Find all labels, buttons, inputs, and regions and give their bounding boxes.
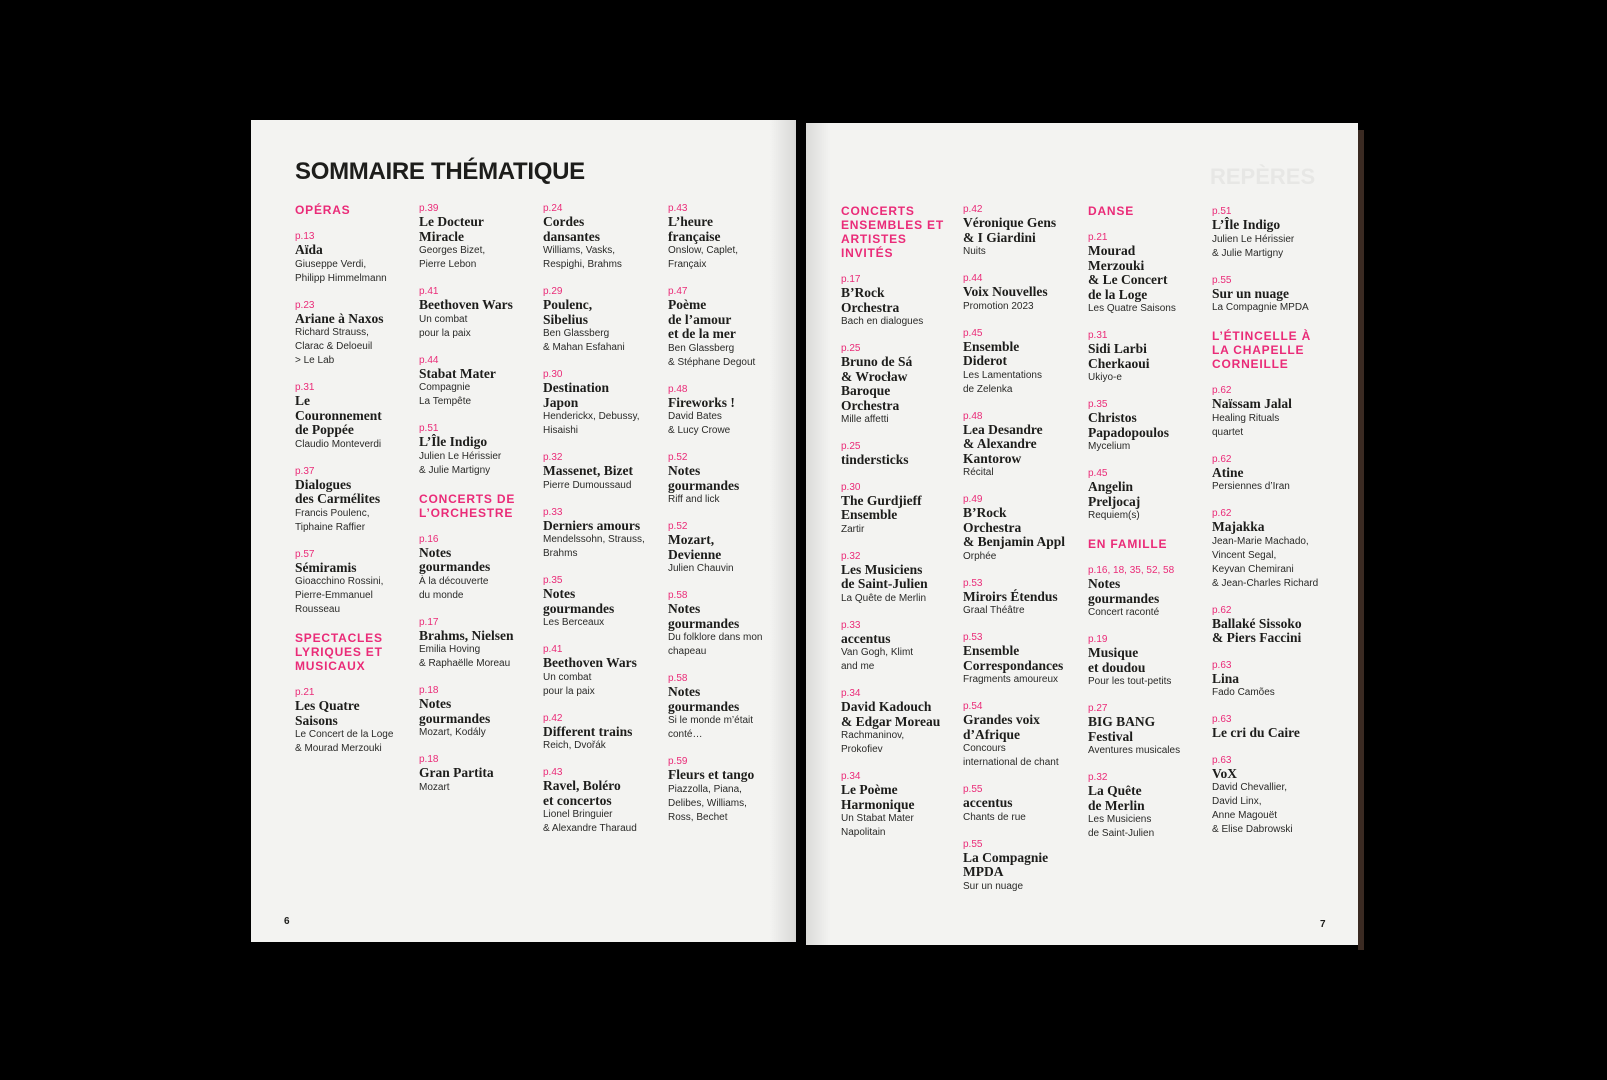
toc-entry bbox=[295, 382, 413, 452]
section-heading: EN FAMILLE bbox=[1088, 537, 1168, 551]
toc-entry bbox=[1088, 772, 1206, 841]
entry-page-ref: p.48 bbox=[963, 410, 983, 422]
entry-page-ref: p.48 bbox=[668, 383, 688, 395]
entry-subtitle: Concert raconté bbox=[1088, 607, 1160, 618]
section-heading: SPECTACLES LYRIQUES ET MUSICAUX bbox=[295, 631, 383, 673]
entry-title: Sidi Larbi Cherkaoui bbox=[1088, 341, 1150, 371]
entry-title: Poulenc, Sibelius bbox=[543, 297, 593, 327]
toc-entry bbox=[419, 423, 537, 478]
entry-title: Majakka bbox=[1212, 519, 1265, 534]
right-column-4 bbox=[1212, 206, 1330, 851]
entry-page-ref: p.47 bbox=[668, 286, 688, 297]
entry-subtitle: Promotion 2023 bbox=[963, 300, 1034, 312]
toc-entry bbox=[668, 384, 786, 439]
section-heading: CONCERTS ENSEMBLES ET ARTISTES INVITÉS bbox=[841, 204, 944, 260]
entry-subtitle: Mille affetti bbox=[841, 414, 889, 425]
entry-page-ref: p.32 bbox=[543, 452, 563, 463]
entry-subtitle: Georges Bizet, Pierre Lebon bbox=[419, 245, 486, 270]
toc-entry bbox=[543, 286, 661, 355]
entry-subtitle: Francis Poulenc, Tiphaine Raffier bbox=[295, 507, 370, 533]
toc-entry bbox=[543, 369, 661, 438]
entry-page-ref: p.41 bbox=[419, 286, 439, 297]
entry-title: Ravel, Boléro et concertos bbox=[543, 778, 621, 808]
entry-page-ref: p.21 bbox=[295, 687, 315, 698]
entry-title: Ariane à Naxos bbox=[295, 310, 384, 326]
entry-subtitle: Piazzolla, Piana, Delibes, Williams, Ross, Bechet bbox=[668, 783, 747, 823]
toc-entry bbox=[841, 343, 959, 427]
left-column-2 bbox=[419, 203, 537, 809]
entry-page-ref: p.13 bbox=[295, 231, 315, 242]
entry-subtitle: Claudio Monteverdi bbox=[295, 438, 382, 450]
entry-page-ref: p.18 bbox=[419, 754, 439, 765]
entry-page-ref: p.53 bbox=[963, 632, 983, 643]
toc-entry bbox=[295, 466, 413, 535]
entry-page-ref: p.35 bbox=[1088, 399, 1108, 410]
entry-subtitle: Requiem(s) bbox=[1088, 510, 1140, 521]
entry-title: L’Île Indigo bbox=[1212, 217, 1281, 232]
entry-title: Beethoven Wars bbox=[419, 297, 513, 312]
section-heading: CONCERTS DE L’ORCHESTRE bbox=[419, 491, 516, 520]
entry-title: Le Couronnement de Poppée bbox=[295, 393, 382, 437]
toc-entry bbox=[668, 590, 786, 659]
toc-entry bbox=[668, 286, 786, 370]
entry-title: Les Quatre Saisons bbox=[295, 698, 360, 728]
entry-title: Stabat Mater bbox=[419, 365, 496, 381]
toc-entry bbox=[1212, 508, 1330, 591]
entry-page-ref: p.63 bbox=[1212, 714, 1232, 725]
toc-entry bbox=[1088, 399, 1206, 454]
entry-subtitle: Riff and lick bbox=[668, 494, 720, 505]
entry-subtitle: Jean-Marie Machado, Vincent Segal, Keyvan Chemirani & Jean-Charles Richard bbox=[1212, 535, 1319, 589]
entry-subtitle: Julien Le Hérissier & Julie Martigny bbox=[419, 450, 502, 476]
entry-subtitle: Ben Glassberg & Stéphane Degout bbox=[668, 342, 756, 368]
book-edge bbox=[1358, 130, 1364, 950]
entry-subtitle: Un combat pour la paix bbox=[419, 313, 471, 339]
page-number-right: 7 bbox=[1320, 919, 1326, 930]
entry-title: Ensemble Diderot bbox=[963, 338, 1020, 368]
entry-title: Atine bbox=[1212, 464, 1244, 480]
toc-entry bbox=[419, 534, 537, 603]
entry-subtitle: Healing Rituals quartet bbox=[1212, 412, 1280, 438]
entry-title: Ensemble Correspondances bbox=[963, 643, 1064, 673]
toc-entry bbox=[1212, 605, 1330, 646]
toc-entry bbox=[668, 756, 786, 825]
toc-entry bbox=[543, 507, 661, 562]
entry-title: Derniers amours bbox=[543, 517, 641, 533]
entry-page-ref: p.63 bbox=[1212, 754, 1232, 766]
entry-title: Mozart, Devienne bbox=[668, 532, 722, 562]
entry-page-ref: p.34 bbox=[841, 771, 861, 782]
toc-entry bbox=[1212, 755, 1330, 838]
toc-entry bbox=[963, 411, 1081, 481]
entry-page-ref: p.58 bbox=[668, 673, 688, 684]
entry-title: L’Île Indigo bbox=[419, 434, 488, 449]
entry-title: Notes gourmandes bbox=[1088, 576, 1160, 606]
entry-page-ref: p.37 bbox=[295, 465, 315, 477]
right-column-3 bbox=[1088, 204, 1206, 855]
entry-page-ref: p.51 bbox=[1212, 206, 1232, 217]
entry-subtitle: Pour les tout-petits bbox=[1088, 676, 1172, 687]
entry-page-ref: p.52 bbox=[668, 521, 688, 532]
toc-entry bbox=[841, 620, 959, 675]
toc-entry bbox=[963, 632, 1081, 687]
entry-subtitle: Sur un nuage bbox=[963, 880, 1024, 892]
entry-page-ref: p.16 bbox=[419, 533, 439, 545]
entry-title: Different trains bbox=[543, 723, 633, 739]
entry-title: Cordes dansantes bbox=[543, 214, 601, 244]
toc-entry bbox=[543, 713, 661, 754]
entry-title: La Compagnie MPDA bbox=[963, 849, 1049, 879]
entry-title: Destination Japon bbox=[543, 380, 610, 410]
entry-subtitle: David Chevallier, David Linx, Anne Magouët & Elise Dabrowski bbox=[1212, 782, 1293, 835]
entry-subtitle: Reich, Dvořák bbox=[543, 740, 606, 751]
entry-page-ref: p.42 bbox=[963, 204, 983, 215]
section-heading: OPÉRAS bbox=[295, 203, 351, 217]
toc-entry bbox=[963, 578, 1081, 619]
left-column-1 bbox=[295, 203, 413, 770]
toc-entry bbox=[963, 204, 1081, 259]
entry-title: Lina bbox=[1212, 670, 1240, 686]
entry-subtitle: Lionel Bringuier & Alexandre Tharaud bbox=[543, 809, 637, 834]
toc-entry bbox=[543, 452, 661, 493]
toc-entry bbox=[419, 286, 537, 341]
entry-subtitle: Mozart bbox=[419, 781, 450, 793]
toc-entry bbox=[543, 203, 661, 272]
entry-subtitle: Giuseppe Verdi, Philipp Himmelmann bbox=[295, 258, 387, 284]
entry-subtitle: Onslow, Caplet, Françaix bbox=[668, 245, 739, 270]
entry-title: Fireworks ! bbox=[668, 394, 735, 410]
entry-title: Notes gourmandes bbox=[419, 544, 491, 574]
toc-entry bbox=[963, 701, 1081, 770]
toc-entry bbox=[841, 441, 959, 468]
entry-subtitle: Richard Strauss, Clarac & Deloeuil > Le Lab bbox=[295, 327, 373, 366]
toc-entry bbox=[1212, 275, 1330, 316]
toc-entry bbox=[963, 784, 1081, 825]
entry-title: Lea Desandre & Alexandre Kantorow bbox=[963, 421, 1043, 466]
entry-page-ref: p.31 bbox=[295, 382, 315, 393]
toc-entry bbox=[841, 688, 959, 757]
entry-subtitle: Compagnie La Tempête bbox=[419, 382, 472, 407]
entry-title: Sémiramis bbox=[295, 559, 357, 575]
entry-title: BIG BANG Festival bbox=[1088, 714, 1156, 744]
entry-page-ref: p.43 bbox=[543, 767, 563, 778]
entry-title: Les Musiciens de Saint-Julien bbox=[841, 561, 928, 591]
entry-title: Voix Nouvelles bbox=[963, 284, 1048, 299]
entry-title: Fleurs et tango bbox=[668, 767, 755, 782]
entry-title: Véronique Gens & I Giardini bbox=[963, 215, 1057, 245]
entry-subtitle: Williams, Vasks, Respighi, Brahms bbox=[543, 245, 622, 270]
entry-title: Ballaké Sissoko & Piers Faccini bbox=[1212, 615, 1302, 645]
entry-page-ref: p.43 bbox=[668, 203, 688, 214]
entry-title: Notes gourmandes bbox=[668, 601, 740, 631]
entry-title: B’Rock Orchestra & Benjamin Appl bbox=[963, 505, 1066, 549]
entry-subtitle: Persiennes d’Iran bbox=[1212, 481, 1290, 492]
toc-entry bbox=[543, 575, 661, 630]
entry-page-ref: p.25 bbox=[841, 343, 861, 354]
entry-title: Dialogues des Carmélites bbox=[295, 476, 381, 506]
entry-title: Mourad Merzouki & Le Concert de la Loge bbox=[1088, 243, 1168, 302]
entry-title: Notes gourmandes bbox=[668, 463, 740, 493]
entry-page-ref: p.34 bbox=[841, 688, 861, 699]
entry-title: La Quête de Merlin bbox=[1088, 783, 1145, 813]
toc-entry bbox=[841, 771, 959, 840]
entry-subtitle: Récital bbox=[963, 467, 994, 478]
entry-subtitle: Les Berceaux bbox=[543, 617, 605, 628]
entry-subtitle: Nuits bbox=[963, 246, 986, 257]
entry-page-ref: p.41 bbox=[543, 644, 563, 655]
entry-page-ref: p.54 bbox=[963, 701, 983, 712]
entry-subtitle: Pierre Dumoussaud bbox=[543, 479, 632, 491]
left-column-3 bbox=[543, 203, 661, 850]
entry-title: accentus bbox=[963, 795, 1013, 810]
entry-title: Musique et doudou bbox=[1088, 645, 1146, 675]
entry-page-ref: p.29 bbox=[543, 286, 563, 297]
entry-subtitle: Aventures musicales bbox=[1088, 745, 1181, 756]
page-number-left: 6 bbox=[284, 916, 290, 927]
toc-entry bbox=[1212, 385, 1330, 440]
entry-subtitle: Zartir bbox=[841, 523, 865, 535]
entry-page-ref: p.49 bbox=[963, 494, 983, 505]
entry-subtitle: Mycelium bbox=[1088, 441, 1131, 452]
left-column-4 bbox=[668, 203, 786, 839]
entry-title: Massenet, Bizet bbox=[543, 463, 633, 478]
entry-page-ref: p.58 bbox=[668, 590, 688, 601]
toc-entry bbox=[419, 754, 537, 795]
entry-title: Angelin Preljocaj bbox=[1088, 479, 1141, 509]
entry-page-ref: p.24 bbox=[543, 203, 563, 214]
entry-subtitle: Les Quatre Saisons bbox=[1088, 303, 1176, 314]
entry-subtitle: Les Musiciens de Saint-Julien bbox=[1088, 814, 1155, 839]
entry-title: Notes gourmandes bbox=[668, 684, 740, 714]
entry-page-ref: p.32 bbox=[841, 550, 861, 562]
entry-title: Le Poème Harmonique bbox=[841, 782, 915, 812]
entry-title: Bruno de Sá & Wrocław Baroque Orchestra bbox=[841, 354, 913, 413]
entry-subtitle: Graal Théâtre bbox=[963, 605, 1025, 616]
entry-subtitle: Julien Chauvin bbox=[668, 563, 734, 574]
right-column-2 bbox=[963, 204, 1081, 908]
toc-entry bbox=[1088, 703, 1206, 758]
toc-entry bbox=[295, 231, 413, 286]
entry-subtitle: Fragments amoureux bbox=[963, 674, 1059, 685]
entry-page-ref: p.16, 18, 35, 52, 58 bbox=[1088, 565, 1175, 576]
entry-page-ref: p.52 bbox=[668, 452, 688, 463]
toc-entry bbox=[963, 273, 1081, 314]
toc-entry bbox=[668, 203, 786, 272]
entry-title: B’Rock Orchestra bbox=[841, 285, 900, 315]
entry-page-ref: p.27 bbox=[1088, 703, 1108, 714]
entry-page-ref: p.53 bbox=[963, 577, 983, 589]
entry-subtitle: Emilia Hoving & Raphaëlle Moreau bbox=[419, 644, 511, 669]
entry-title: Aïda bbox=[295, 242, 323, 257]
entry-page-ref: p.21 bbox=[1088, 232, 1108, 243]
entry-title: The Gurdjieff Ensemble bbox=[841, 492, 922, 522]
entry-title: Le Docteur Miracle bbox=[419, 214, 484, 244]
entry-subtitle: Mendelssohn, Strauss, Brahms bbox=[543, 534, 645, 559]
entry-subtitle: Les Lamentations de Zelenka bbox=[963, 369, 1042, 395]
entry-title: Christos Papadopoulos bbox=[1088, 410, 1170, 440]
toc-entry bbox=[963, 494, 1081, 564]
entry-title: L’heure française bbox=[668, 214, 721, 244]
toc-entry bbox=[841, 482, 959, 537]
entry-subtitle: Mozart, Kodály bbox=[419, 727, 486, 738]
entry-page-ref: p.17 bbox=[841, 274, 861, 285]
right-column-1 bbox=[841, 204, 959, 854]
entry-page-ref: p.62 bbox=[1212, 385, 1232, 396]
entry-page-ref: p.62 bbox=[1212, 508, 1232, 519]
entry-subtitle: Ukiyo-e bbox=[1088, 372, 1122, 383]
entry-page-ref: p.51 bbox=[419, 423, 439, 434]
entry-subtitle: Bach en dialogues bbox=[841, 316, 924, 327]
entry-page-ref: p.62 bbox=[1212, 604, 1232, 616]
entry-subtitle: Orphée bbox=[963, 550, 997, 562]
entry-title: Sur un nuage bbox=[1212, 285, 1290, 301]
toc-entry bbox=[1088, 330, 1206, 385]
entry-page-ref: p.39 bbox=[419, 203, 439, 214]
entry-title: Beethoven Wars bbox=[543, 655, 637, 670]
entry-page-ref: p.30 bbox=[841, 481, 861, 493]
section-heading: DANSE bbox=[1088, 204, 1135, 218]
toc-entry bbox=[295, 687, 413, 756]
entry-subtitle: Un Stabat Mater Napolitain bbox=[841, 813, 914, 838]
toc-entry bbox=[419, 685, 537, 740]
toc-entry bbox=[668, 521, 786, 576]
entry-subtitle: Ben Glassberg & Mahan Esfahani bbox=[543, 328, 625, 353]
entry-subtitle: Fado Camões bbox=[1212, 687, 1275, 698]
toc-entry bbox=[419, 617, 537, 672]
entry-subtitle: Chants de rue bbox=[963, 811, 1026, 823]
entry-page-ref: p.18 bbox=[419, 685, 439, 696]
entry-page-ref: p.19 bbox=[1088, 634, 1108, 645]
entry-page-ref: p.42 bbox=[543, 712, 563, 724]
entry-page-ref: p.35 bbox=[543, 575, 563, 586]
toc-entry bbox=[1088, 468, 1206, 523]
entry-title: Grandes voix d’Afrique bbox=[963, 712, 1040, 742]
toc-entry bbox=[841, 551, 959, 606]
toc-entry bbox=[1212, 206, 1330, 261]
entry-subtitle: David Bates & Lucy Crowe bbox=[668, 411, 731, 436]
entry-page-ref: p.44 bbox=[419, 354, 439, 366]
toc-entry bbox=[295, 549, 413, 618]
entry-subtitle: Concours international de chant bbox=[963, 743, 1059, 768]
ghost-heading: REPÈRES bbox=[1210, 164, 1316, 189]
entry-subtitle: La Compagnie MPDA bbox=[1212, 302, 1309, 313]
page-title: SOMMAIRE THÉMATIQUE bbox=[295, 158, 585, 185]
entry-page-ref: p.25 bbox=[841, 441, 861, 452]
entry-page-ref: p.59 bbox=[668, 756, 688, 767]
toc-entry bbox=[295, 300, 413, 369]
entry-page-ref: p.30 bbox=[543, 369, 563, 380]
entry-page-ref: p.33 bbox=[543, 506, 563, 518]
entry-page-ref: p.62 bbox=[1212, 453, 1232, 465]
toc-entry bbox=[1088, 232, 1206, 316]
entry-page-ref: p.31 bbox=[1088, 330, 1108, 341]
toc-entry bbox=[1212, 660, 1330, 701]
entry-page-ref: p.44 bbox=[963, 273, 983, 284]
entry-page-ref: p.33 bbox=[841, 619, 861, 631]
entry-page-ref: p.55 bbox=[1212, 274, 1232, 286]
entry-page-ref: p.45 bbox=[963, 327, 983, 339]
entry-subtitle: Rachmaninov, Prokofiev bbox=[841, 730, 905, 755]
section-heading: L’ÉTINCELLE À LA CHAPELLE CORNEILLE bbox=[1212, 329, 1312, 371]
toc-entry bbox=[1212, 714, 1330, 741]
entry-title: Miroirs Étendus bbox=[963, 588, 1058, 604]
entry-page-ref: p.55 bbox=[963, 838, 983, 850]
entry-subtitle: Le Concert de la Loge & Mourad Merzouki bbox=[295, 729, 394, 754]
entry-page-ref: p.45 bbox=[1088, 468, 1108, 479]
toc-entry bbox=[963, 839, 1081, 894]
toc-entry bbox=[543, 767, 661, 836]
entry-subtitle: Du folklore dans mon chapeau bbox=[668, 632, 763, 657]
toc-entry bbox=[963, 328, 1081, 397]
entry-title: Naïssam Jalal bbox=[1212, 396, 1292, 411]
entry-subtitle: La Quête de Merlin bbox=[841, 592, 927, 604]
toc-entry bbox=[1212, 454, 1330, 495]
toc-entry bbox=[419, 355, 537, 410]
entry-page-ref: p.32 bbox=[1088, 772, 1108, 783]
entry-title: Le cri du Caire bbox=[1212, 725, 1300, 740]
entry-title: Notes gourmandes bbox=[543, 586, 615, 616]
toc-entry bbox=[419, 203, 537, 272]
entry-page-ref: p.17 bbox=[419, 616, 439, 628]
entry-title: David Kadouch & Edgar Moreau bbox=[841, 699, 941, 729]
entry-page-ref: p.63 bbox=[1212, 659, 1232, 671]
entry-subtitle: À la découverte du monde bbox=[419, 575, 489, 601]
toc-entry bbox=[668, 673, 786, 742]
entry-title: accentus bbox=[841, 630, 891, 646]
entry-title: VoX bbox=[1212, 765, 1238, 781]
entry-page-ref: p.23 bbox=[295, 299, 315, 311]
entry-title: Brahms, Nielsen bbox=[419, 627, 514, 643]
entry-subtitle: Si le monde m’était conté… bbox=[668, 715, 754, 740]
entry-title: tindersticks bbox=[841, 452, 909, 467]
toc-entry bbox=[668, 452, 786, 507]
entry-title: Gran Partita bbox=[419, 765, 494, 780]
entry-subtitle: Henderickx, Debussy, Hisaishi bbox=[543, 411, 640, 436]
entry-subtitle: Gioacchino Rossini, Pierre-Emmanuel Rousseau bbox=[295, 576, 384, 615]
entry-subtitle: Julien Le Hérissier & Julie Martigny bbox=[1212, 233, 1295, 259]
entry-title: Notes gourmandes bbox=[419, 696, 491, 726]
toc-entry bbox=[841, 274, 959, 329]
entry-title: Poème de l’amour et de la mer bbox=[668, 297, 736, 341]
toc-entry bbox=[1088, 634, 1206, 689]
entry-subtitle: Un combat pour la paix bbox=[543, 671, 595, 697]
entry-page-ref: p.57 bbox=[295, 548, 315, 560]
toc-entry bbox=[1088, 565, 1206, 620]
toc-entry bbox=[543, 644, 661, 699]
entry-subtitle: Van Gogh, Klimt and me bbox=[841, 647, 914, 672]
entry-page-ref: p.55 bbox=[963, 784, 983, 795]
